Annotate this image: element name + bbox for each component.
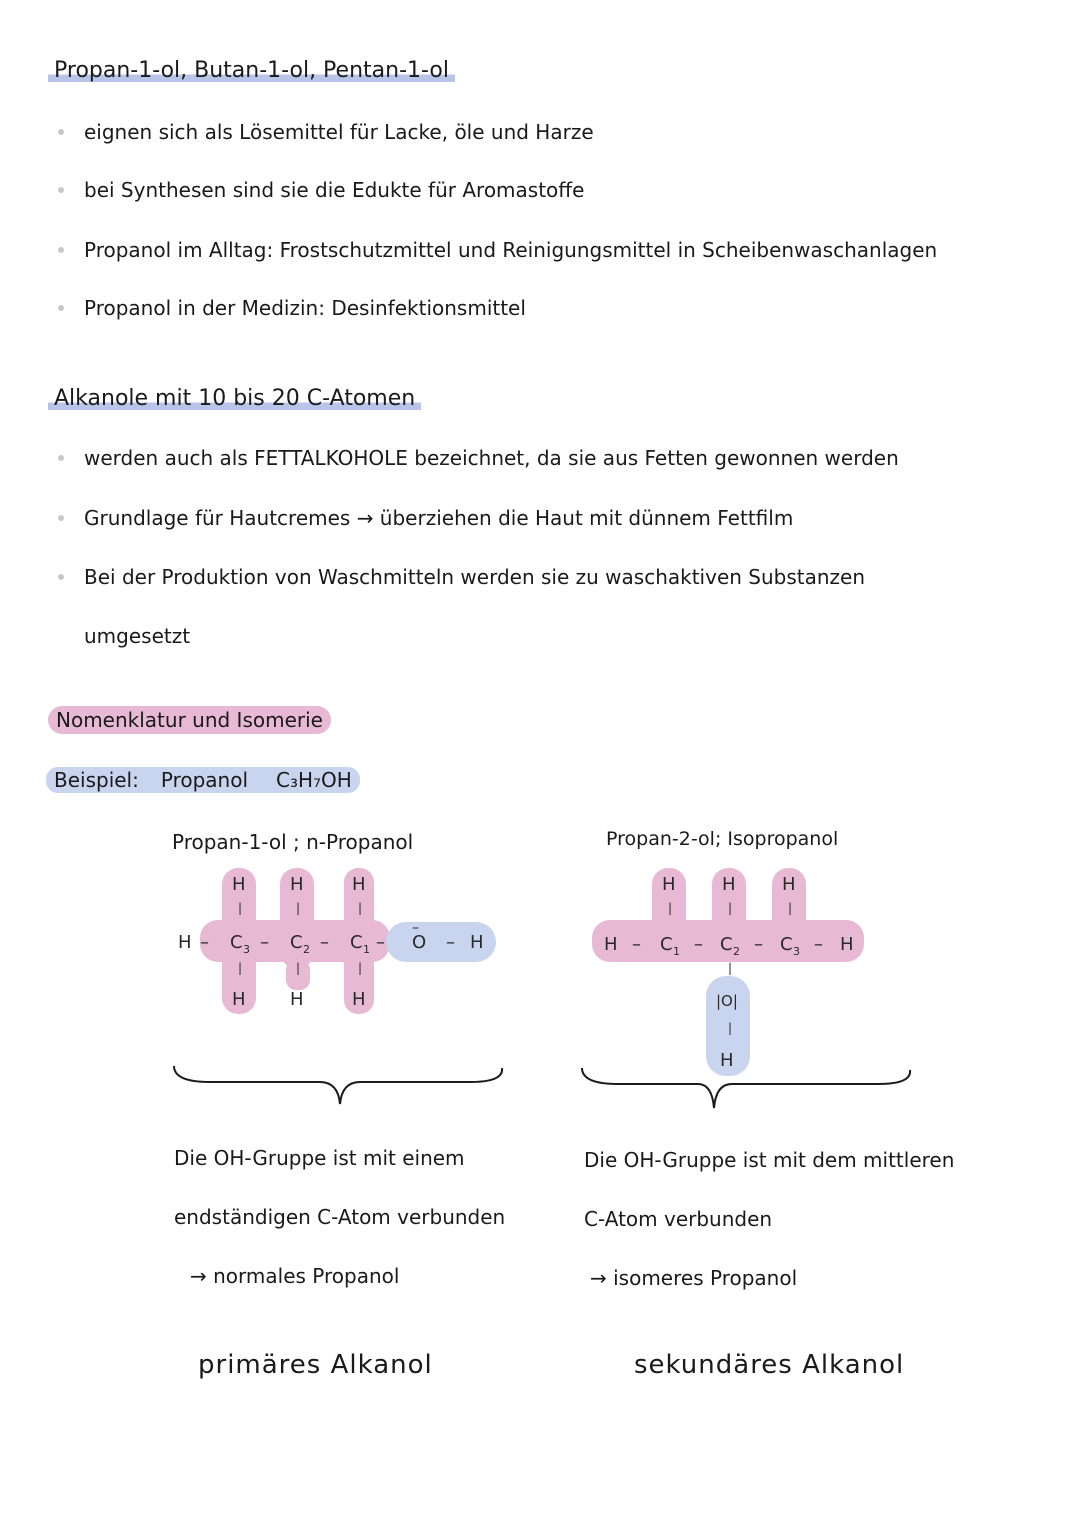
svg-text:|: | — [358, 961, 363, 975]
left-brace-icon — [170, 1062, 510, 1112]
svg-text:C: C — [660, 934, 673, 955]
svg-text:3: 3 — [243, 943, 250, 956]
bullet-icon — [58, 129, 64, 135]
svg-text:3: 3 — [793, 945, 800, 958]
svg-text:|: | — [668, 901, 673, 915]
svg-text:–: – — [814, 934, 823, 955]
svg-text:C: C — [780, 934, 793, 955]
svg-text:–: – — [376, 932, 385, 953]
svg-text:H: H — [604, 934, 618, 955]
list-item — [58, 296, 526, 320]
propan-1-ol-structure — [160, 860, 520, 1020]
right-classification: sekundäres Alkanol — [634, 1350, 905, 1380]
svg-text:H: H — [290, 874, 304, 895]
propan-2-ol-structure — [590, 860, 890, 1080]
svg-text:|: | — [788, 901, 793, 915]
list-item — [58, 506, 793, 530]
right-arrow-text: → isomeres Propanol — [590, 1266, 798, 1290]
bullet-icon — [58, 515, 64, 521]
svg-text:|: | — [728, 961, 733, 975]
svg-text:H: H — [352, 874, 366, 895]
list-item — [58, 120, 594, 144]
list-item — [58, 238, 937, 262]
bullet-text: bei Synthesen sind sie die Edukte für Aromastoffe — [84, 178, 585, 202]
bullet-text: Grundlage für Hautcremes → überziehen die Haut mit dünnem Fettfilm — [84, 506, 794, 530]
svg-text:|O|: |O| — [716, 992, 738, 1010]
svg-text:H: H — [782, 874, 796, 895]
svg-text:–: – — [632, 934, 641, 955]
svg-text:|: | — [296, 901, 301, 915]
svg-text:|: | — [296, 961, 301, 975]
svg-text:C: C — [290, 932, 303, 953]
list-item — [58, 178, 584, 202]
bullet-text: Propanol in der Medizin: Desinfektionsmittel — [84, 296, 526, 320]
bullet-icon — [58, 455, 64, 461]
svg-text:O: O — [412, 932, 427, 953]
bullet-text: werden auch als FETTALKOHOLE bezeichnet, da sie aus Fetten gewonnen werden — [84, 446, 899, 470]
section-heading-nomenclature: Nomenklatur und Isomerie — [48, 706, 331, 734]
bullet-continuation: umgesetzt — [84, 624, 191, 648]
svg-text:–: – — [412, 920, 419, 936]
list-item — [58, 565, 865, 589]
svg-text:H: H — [722, 874, 736, 895]
svg-text:–: – — [754, 934, 763, 955]
example-name: Propanol — [153, 767, 268, 793]
left-desc-line2: endständigen C-Atom verbunden — [174, 1205, 506, 1229]
svg-text:|: | — [238, 961, 243, 975]
svg-text:1: 1 — [363, 943, 370, 956]
left-desc-line1: Die OH-Gruppe ist mit einem — [174, 1146, 465, 1170]
svg-text:|: | — [238, 901, 243, 915]
svg-text:H: H — [232, 874, 246, 895]
example-label: Beispiel: — [46, 767, 153, 793]
svg-text:H: H — [840, 934, 854, 955]
svg-text:1: 1 — [673, 945, 680, 958]
svg-text:–: – — [446, 932, 455, 953]
svg-text:H: H — [352, 989, 366, 1010]
svg-text:2: 2 — [303, 943, 310, 956]
svg-text:–: – — [320, 932, 329, 953]
left-classification: primäres Alkanol — [198, 1350, 433, 1380]
left-arrow-text: → normales Propanol — [190, 1264, 400, 1288]
left-title: Propan-1-ol ; n-Propanol — [172, 830, 414, 854]
svg-text:H: H — [470, 932, 484, 953]
bullet-text: Bei der Produktion von Waschmitteln werden sie zu waschaktiven Substanzen — [84, 565, 866, 589]
svg-text:–: – — [200, 932, 209, 953]
svg-text:–: – — [260, 932, 269, 953]
svg-text:|: | — [728, 901, 733, 915]
example-formula: C₃H₇OH — [268, 767, 360, 793]
svg-text:2: 2 — [733, 945, 740, 958]
svg-text:|: | — [728, 1021, 733, 1035]
svg-text:C: C — [230, 932, 243, 953]
example-line — [46, 767, 360, 793]
svg-text:H: H — [232, 989, 246, 1010]
svg-text:H: H — [720, 1050, 734, 1071]
right-brace-icon — [578, 1064, 918, 1114]
right-title: Propan-2-ol; Isopropanol — [606, 828, 839, 850]
right-desc-line1: Die OH-Gruppe ist mit dem mittleren — [584, 1148, 955, 1172]
svg-text:H: H — [662, 874, 676, 895]
svg-text:|: | — [358, 901, 363, 915]
svg-text:–: – — [694, 934, 703, 955]
svg-text:C: C — [350, 932, 363, 953]
section-heading-fatty-alcohols: Alkanole mit 10 bis 20 C-Atomen — [48, 386, 421, 413]
bullet-text: Propanol im Alltag: Frostschutzmittel und Reinigungsmittel in Scheibenwaschanlagen — [84, 238, 938, 262]
svg-text:H: H — [178, 932, 192, 953]
bullet-icon — [58, 247, 64, 253]
bullet-icon — [58, 574, 64, 580]
section-heading-propanols: Propan-1-ol, Butan-1-ol, Pentan-1-ol — [48, 58, 455, 85]
bullet-icon — [58, 187, 64, 193]
bullet-icon — [58, 305, 64, 311]
right-desc-line2: C-Atom verbunden — [584, 1207, 773, 1231]
svg-text:H: H — [290, 989, 304, 1010]
bullet-text: eignen sich als Lösemittel für Lacke, öle und Harze — [84, 120, 594, 144]
list-item — [58, 446, 899, 470]
svg-text:C: C — [720, 934, 733, 955]
